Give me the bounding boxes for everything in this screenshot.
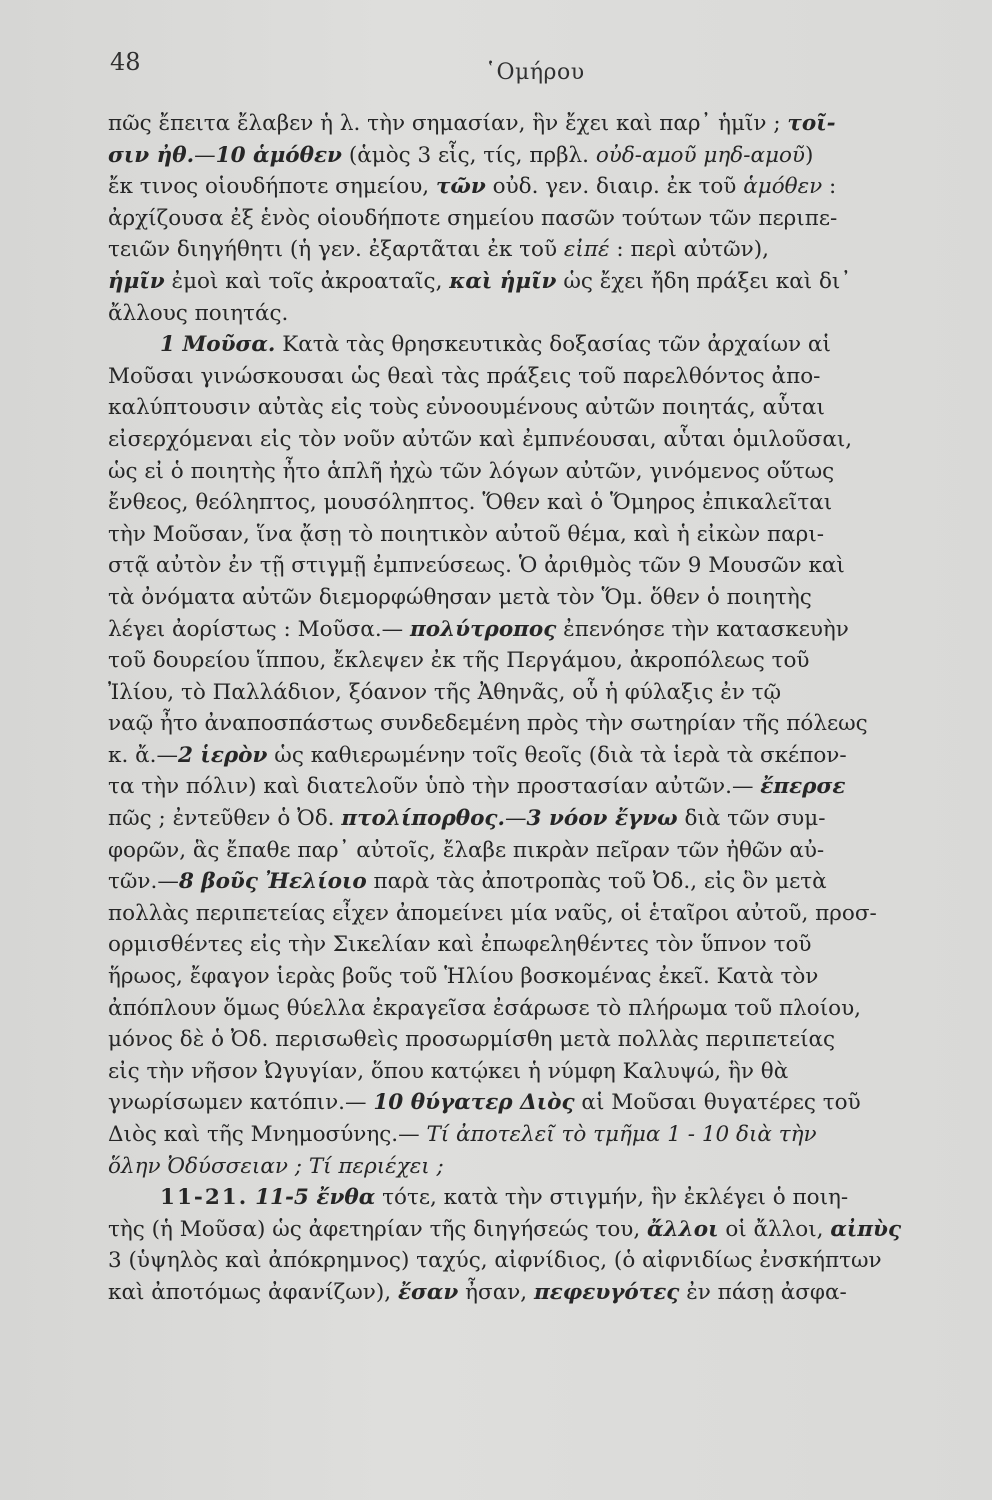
text-span: τότε, κατὰ τὴν στιγμήν, ἣν ἐκλέγει ὁ ποιη- (375, 1185, 849, 1211)
commentary-text (108, 108, 966, 1309)
text-span: οἱ ἄλλοι, (718, 1216, 831, 1242)
text-line (108, 1151, 966, 1183)
text-span: ὡς καθιερωμένην τοῖς θεοῖς (διὰ τὰ ἱερὰ τὰ σκέπον- (267, 742, 847, 768)
text-line (108, 266, 966, 298)
text-line (108, 898, 966, 930)
text-line (108, 361, 966, 393)
text-span: κ. ἄ.— (108, 742, 178, 768)
text-span: τὴς (ἡ Μοῦσα) ὡς ἀφετηρίαν τῆς διηγήσεώς του, (108, 1216, 648, 1242)
running-title: ῾Ομήρου (485, 60, 585, 85)
text-line (108, 1087, 966, 1119)
text-line (108, 866, 966, 898)
text-line (108, 140, 966, 172)
text-line (108, 677, 966, 709)
text-span: ὅλην Ὀδύσσειαν ; Τί περιέχει ; (108, 1153, 444, 1179)
text-span: αἱ Μοῦσαι θυγατέρες τοῦ (574, 1090, 861, 1116)
text-span: — (505, 806, 527, 832)
text-span: οὐδ. γεν. διαιρ. ἐκ τοῦ (485, 174, 744, 200)
text-span: ) (804, 142, 814, 168)
text-line (108, 550, 966, 582)
lemma: τῶν (435, 174, 486, 200)
text-line (108, 234, 966, 266)
lemma: 2 ἱερὸν (177, 742, 268, 768)
text-span: καλύπτουσιν αὐτὰς εἰς τοὺς εὐνοουμένους αὐτῶν ποιητάς, αὗται (108, 395, 825, 421)
text-line (108, 298, 966, 330)
text-span: ἐμοὶ καὶ τοῖς ἀκροαταῖς, (164, 268, 450, 294)
text-line (108, 329, 966, 361)
text-line (108, 740, 966, 772)
lemma: ἄλλοι (647, 1216, 719, 1242)
text-span: Κατὰ τὰς θρησκευτικὰς δοξασίας τῶν ἀρχαίων αἱ (275, 332, 831, 358)
lemma: 10 ἁμόθεν (215, 142, 342, 168)
text-span: τῶν.— (108, 869, 179, 895)
text-span: τὴν Μοῦσαν, ἵνα ᾄσῃ τὸ ποιητικὸν αὐτοῦ θέμα, καὶ ἡ εἰκὼν παρι- (108, 521, 825, 547)
text-span: πῶς ἔπειτα ἔλαβεν ἡ λ. τὴν σημασίαν, ἣν ἔχει καὶ παρ᾽ ἡμῖν ; (108, 111, 788, 136)
text-span: ναῷ ἦτο ἀναποσπάστως συνδεδεμένη πρὸς τὴν σωτηρίαν τῆς πόλεως (108, 711, 868, 737)
text-span: μόνος δὲ ὁ Ὀδ. περισωθεὶς προσωρμίσθη μετὰ πολλὰς περιπετείας (108, 1027, 836, 1053)
text-span: ἔκ τινος οἱουδήποτε σημείου, (108, 174, 436, 200)
text-line (108, 1277, 966, 1309)
lemma: πεφευγότες (533, 1279, 680, 1305)
text-span: λέγει ἀορίστως : Μοῦσα.— (108, 616, 410, 642)
text-span: Ἰλίου, τὸ Παλλάδιον, ξόανον τῆς Ἀθηνᾶς, οὗ ἡ φύλαξις ἐν τῷ (108, 679, 782, 705)
text-span: ορμισθέντες εἰς τὴν Σικελίαν καὶ ἐπωφεληθέντες τὸν ὕπνον τοῦ (108, 932, 812, 958)
text-span: (ἁμὸς 3 εἷς, τίς, πρβλ. (341, 142, 596, 168)
text-line (108, 708, 966, 740)
text-span: ὡς εἰ ὁ ποιητὴς ἦτο ἁπλῆ ἠχὼ τῶν λόγων αὐτῶν, γινόμενος οὕτως (108, 458, 835, 484)
text-span: ἦσαν, (458, 1279, 534, 1305)
text-line (108, 1245, 966, 1277)
text-span: ἔνθεος, θεόληπτος, μουσόληπτος. Ὅθεν καὶ ὁ Ὅμηρος ἐπικαλεῖται (108, 490, 833, 516)
text-span: ἥρωος, ἔφαγον ἱερὰς βοῦς τοῦ Ἡλίου βοσκομένας ἐκεῖ. Κατὰ τὸν (108, 964, 819, 990)
text-span: τα τὴν πόλιν) καὶ διατελοῦν ὑπὸ τὴν προστασίαν αὐτῶν.— (108, 774, 761, 800)
text-span: Διὸς καὶ τῆς Μνημοσύνης.— (108, 1122, 427, 1147)
text-line (108, 487, 966, 519)
lemma: 1 Μοῦσα. (160, 332, 276, 358)
text-line (108, 1024, 966, 1056)
text-line (108, 1119, 966, 1151)
text-span: οὐδ-αμοῦ μηδ-αμοῦ (595, 142, 805, 168)
text-line (108, 803, 966, 835)
text-line (108, 203, 966, 235)
text-line (108, 961, 966, 993)
lemma: σιν ἠθ. (108, 142, 195, 168)
text-line (108, 424, 966, 456)
text-span: ἀπόπλουν ὅμως θύελλα ἐκραγεῖσα ἐσάρωσε τὸ πλήρωμα τοῦ πλοίου, (108, 995, 862, 1021)
text-line (108, 108, 966, 140)
text-span: Μοῦσαι γινώσκουσαι ὡς θεαὶ τὰς πράξεις τοῦ παρελθόντος ἀπο- (108, 363, 821, 389)
text-line (108, 582, 966, 614)
text-span: εἰς τὴν νῆσον Ὠγυγίαν, ὅπου κατῴκει ἡ νύμφη Καλυψώ, ἣν θὰ (108, 1058, 789, 1084)
text-span: τὰ ὀνόματα αὐτῶν διεμορφώθησαν μετὰ τὸν Ὅμ. ὅθεν ὁ ποιητὴς (108, 584, 812, 610)
text-span: εἰπέ (563, 237, 610, 263)
text-line (108, 835, 966, 867)
text-span: ἐν πάσῃ ἀσφα- (679, 1279, 847, 1305)
text-span: ὡς ἔχει ἤδη πράξει καὶ δι᾽ (556, 268, 852, 294)
section-ref: 11-21. (160, 1185, 249, 1211)
lemma: 11-5 ἔνθα (255, 1185, 376, 1211)
text-span: γνωρίσωμεν κατόπιν.— (108, 1090, 374, 1116)
text-line (108, 1182, 966, 1214)
text-span: πῶς ; ἐντεῦθεν ὁ Ὀδ. (108, 806, 342, 832)
text-span: — (194, 142, 216, 168)
text-line (108, 1056, 966, 1088)
text-line (108, 645, 966, 677)
text-span: ἄλλους ποιητάς. (108, 300, 289, 326)
lemma: καὶ ἡμῖν (449, 268, 557, 294)
text-line (108, 929, 966, 961)
text-span: διὰ τῶν συμ- (677, 806, 826, 832)
text-span: παρὰ τὰς ἀποτροπὰς τοῦ Ὀδ., εἰς ὃν μετὰ (366, 869, 827, 895)
lemma: 10 θύγατερ Διὸς (373, 1090, 575, 1116)
text-line (108, 456, 966, 488)
lemma: τοῖ- (787, 111, 836, 136)
text-line (108, 771, 966, 803)
text-span: : (822, 174, 837, 200)
lemma: 8 βοῦς Ἠελίοιο (178, 869, 367, 895)
lemma: ἡμῖν (108, 268, 165, 294)
page-number: 48 (110, 48, 141, 76)
lemma: ἔσαν (397, 1279, 459, 1305)
text-line (108, 993, 966, 1025)
lemma: πολύτροπος (410, 616, 557, 642)
text-span: πολλὰς περιπετείας εἶχεν ἀπομείνει μία ναῦς, οἱ ἑταῖροι αὐτοῦ, προσ- (108, 900, 877, 926)
text-span: τοῦ δουρείου ἵππου, ἔκλεψεν ἐκ τῆς Περγάμου, ἀκροπόλεως τοῦ (108, 648, 810, 674)
text-span: καὶ ἀποτόμως ἀφανίζων), (108, 1279, 398, 1305)
text-span: ἁμόθεν (743, 174, 823, 200)
text-span: εἰσερχόμεναι εἰς τὸν νοῦν αὐτῶν καὶ ἐμπνέουσαι, αὗται ὁμιλοῦσαι, (108, 426, 853, 452)
lemma: 3 νόον ἔγνω (526, 806, 678, 832)
text-span: 3 (ὑψηλὸς καὶ ἀπόκρημνος) ταχύς, αἰφνίδιος, (ὁ αἰφνιδίως ἐνσκήπτων (108, 1248, 882, 1274)
lemma: πτολίπορθος. (341, 806, 505, 832)
text-span: Τί ἀποτελεῖ τὸ τμῆμα 1 - 10 διὰ τὴν (426, 1122, 817, 1147)
text-span: στᾷ αὐτὸν ἐν τῇ στιγμῇ ἐμπνεύσεως. Ὁ ἀριθμὸς τῶν 9 Μουσῶν καὶ (108, 553, 845, 579)
text-span: ἐπενόησε τὴν κατασκευὴν (556, 616, 849, 642)
text-line (108, 614, 966, 646)
text-line (108, 171, 966, 203)
text-span: φορῶν, ἃς ἔπαθε παρ᾽ αὐτοῖς, ἔλαβε πικρὰν πεῖραν τῶν ἠθῶν αὐ- (108, 837, 825, 863)
text-line (108, 392, 966, 424)
text-span: ἀρχίζουσα ἐξ ἑνὸς οἱουδήποτε σημείου πασῶν τούτων τῶν περιπε- (108, 205, 838, 231)
text-line (108, 1214, 966, 1246)
lemma: ἔπερσε (760, 774, 846, 800)
lemma: αἰπὺς (830, 1216, 902, 1242)
text-line (108, 519, 966, 551)
text-span: τειῶν διηγήθητι (ἡ γεν. ἐξαρτᾶται ἐκ τοῦ (108, 237, 564, 263)
text-span: : περὶ αὐτῶν), (609, 237, 769, 263)
